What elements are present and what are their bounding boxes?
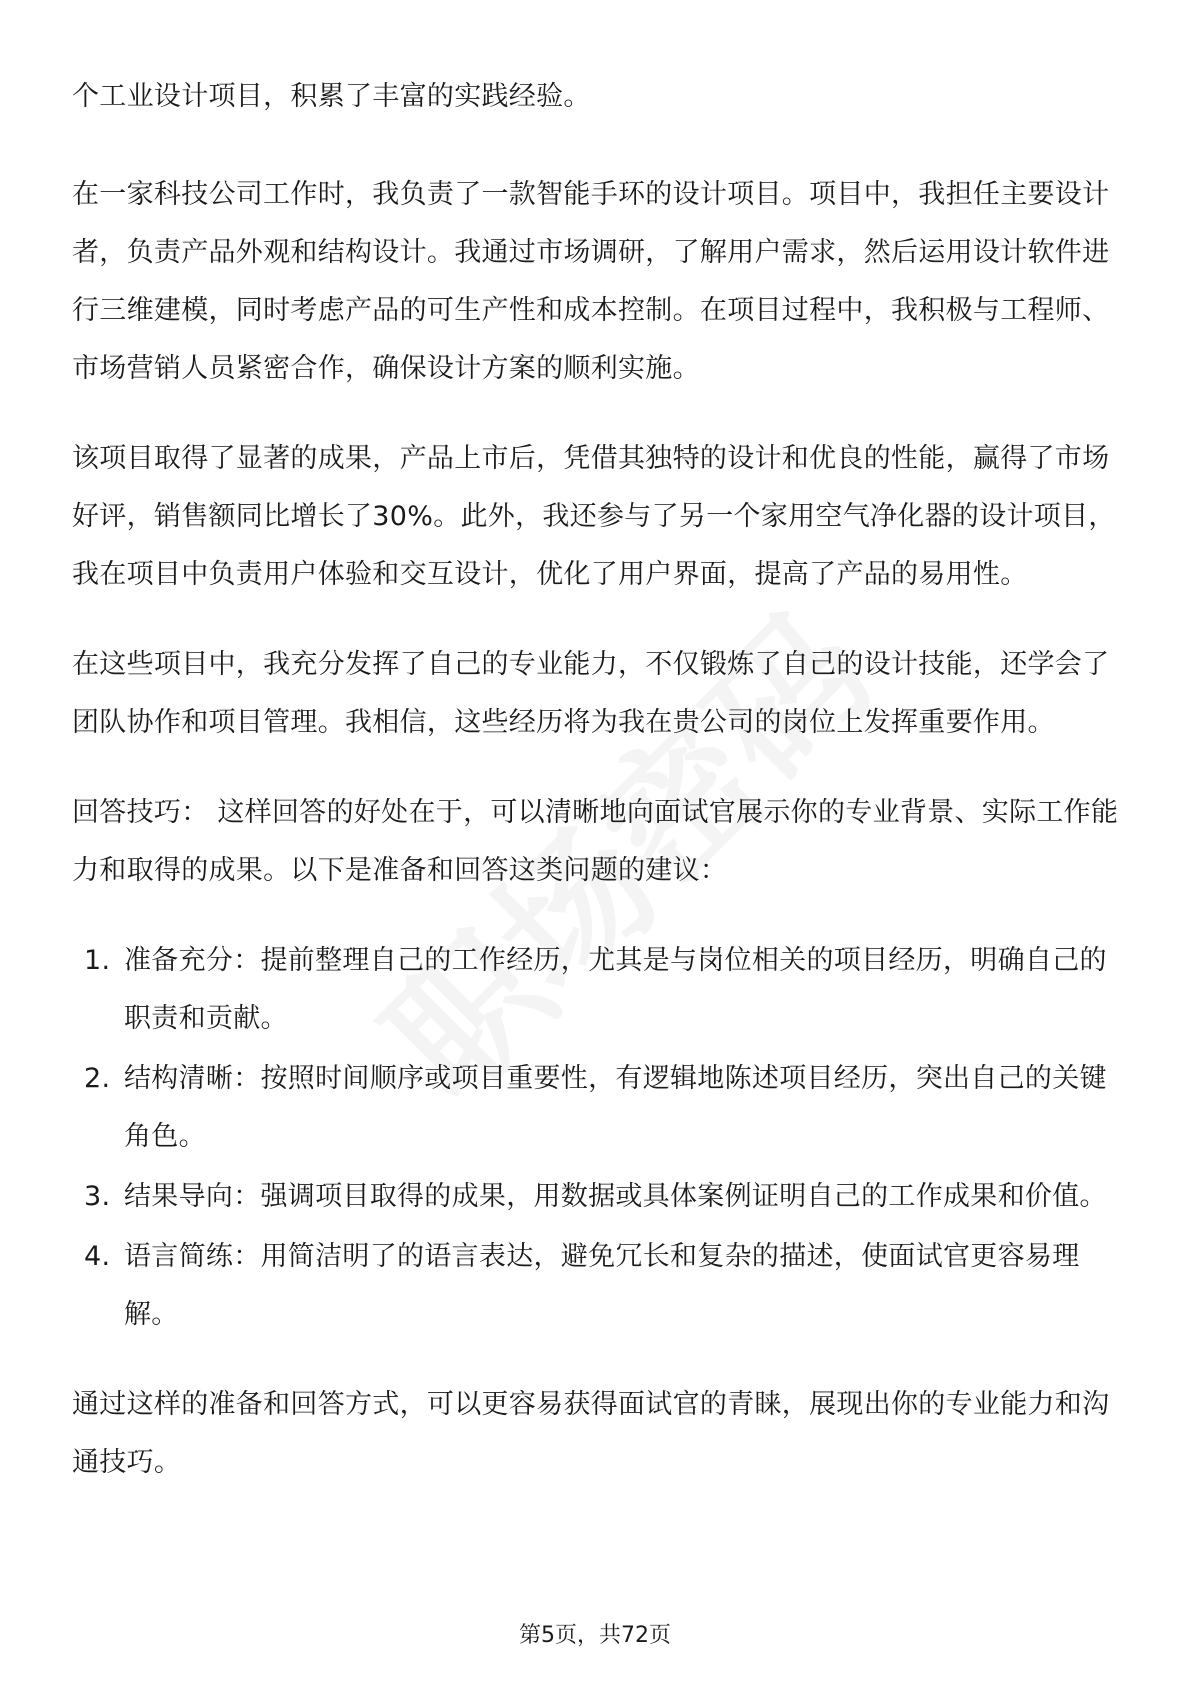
answer-tips-paragraph: 回答技巧： 这样回答的好处在于，可以清晰地向面试官展示你的专业背景、实际工作能力和取得的成果。以下是准备和回答这类问题的建议： bbox=[72, 797, 1119, 886]
list-item bbox=[72, 1168, 1122, 1226]
paragraph: 通过这样的准备和回答方式，可以更容易获得面试官的青睐，展现出你的专业能力和沟通技巧。 bbox=[72, 1389, 1110, 1478]
list-number: 3. bbox=[84, 1181, 111, 1212]
list-item bbox=[72, 1228, 1122, 1344]
paragraph: 个工业设计项目，积累了丰富的实践经验。 bbox=[72, 81, 591, 112]
list-number: 4. bbox=[84, 1241, 111, 1272]
list-item bbox=[72, 1050, 1122, 1166]
page-number-footer: 第5页，共72页 bbox=[519, 1623, 671, 1648]
paragraph: 该项目取得了显著的成果，产品上市后，凭借其独特的设计和优良的性能，赢得了市场好评，销售额同比增长了30%。此外，我还参与了另一个家用空气净化器的设计项目，我在项目中负责用户体验和交互设计，优化了用户界面，提高了产品的易用性。 bbox=[72, 443, 1116, 590]
tips-list bbox=[72, 932, 1122, 1344]
list-item-text: 结构清晰：按照时间顺序或项目重要性，有逻辑地陈述项目经历，突出自己的关键角色。 bbox=[124, 1063, 1107, 1152]
list-item bbox=[72, 932, 1122, 1048]
list-item-text: 语言简练：用简洁明了的语言表达，避免冗长和复杂的描述，使面试官更容易理解。 bbox=[124, 1241, 1080, 1330]
document-body bbox=[72, 68, 1122, 1524]
paragraph: 在一家科技公司工作时，我负责了一款智能手环的设计项目。项目中，我担任主要设计者，负责产品外观和结构设计。我通过市场调研，了解用户需求，然后运用设计软件进行三维建模，同时考虑产品的可生产性和成本控制。在项目过程中，我积极与工程师、市场营销人员紧密合作，确保设计方案的顺利实施。 bbox=[72, 179, 1110, 384]
list-number: 1. bbox=[84, 945, 111, 976]
list-item-text: 结果导向：强调项目取得的成果，用数据或具体案例证明自己的工作成果和价值。 bbox=[124, 1181, 1107, 1212]
list-item-text: 准备充分：提前整理自己的工作经历，尤其是与岗位相关的项目经历，明确自己的职责和贡献。 bbox=[124, 945, 1107, 1034]
list-number: 2. bbox=[84, 1063, 111, 1094]
paragraph: 在这些项目中，我充分发挥了自己的专业能力，不仅锻炼了自己的设计技能，还学会了团队协作和项目管理。我相信，这些经历将为我在贵公司的岗位上发挥重要作用。 bbox=[72, 649, 1110, 738]
